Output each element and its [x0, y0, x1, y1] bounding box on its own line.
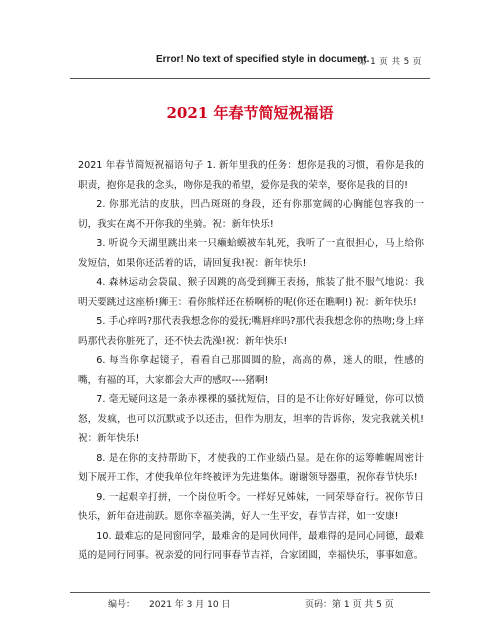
paragraph-10: 10. 最难忘的是同窗同学，最难舍的是同伙同伴，最难得的是同心同德，最难觅的是同行同事。祝亲爱的同行同事春节吉祥，合家团圆，幸福快乐，事事如意。: [78, 530, 424, 561]
header-divider: [70, 78, 430, 79]
paragraph-intro: 2021 年春节简短祝福语句子 1. 新年里我的任务：想你是我的习惯，看你是我的职责，抱你是我的念头，吻你是我的希望，爱你是我的荣幸，娶你是我的目的!: [78, 160, 424, 191]
paragraph-7: 7. 毫无疑问这是一条赤裸裸的骚扰短信，目的是不让你好好睡觉，你可以愤怒，发疯，也可以沉默或予以还击，但作为朋友，坦率的告诉你，发完我就关机!祝：新年快乐!: [78, 394, 424, 444]
header-page-info: 第 1 页 共 5 页: [358, 57, 422, 67]
footer-number: [108, 597, 230, 610]
document-title: 2021 年春节简短祝福语: [166, 104, 334, 122]
page-header: [0, 54, 500, 74]
paragraph-5: 5. 手心痒吗?那代表我想念你的爱抚;嘴唇痒吗?那代表我想念你的热吻;身上痒吗那代表你脏死了，还不快去洗澡!祝：新年快乐!: [78, 316, 424, 347]
document-body: [78, 156, 424, 566]
footer-divider: [70, 592, 430, 593]
paragraph-9: 9. 一起艰辛打拼，一个岗位听令。一样好兄姊妹，一同荣辱奋行。祝你节日快乐，新年奋进前跃。愿你幸福美满，好人一生平安，春节吉祥，如一安康!: [78, 491, 424, 522]
paragraph-8: 8. 是在你的支持帮助下，才使我的工作业绩凸显。是在你的运筹帷幄周密计划下展开工作，才使我单位年终被评为先进集体。谢谢领导器重，祝你春节快乐!: [78, 452, 424, 483]
paragraph-4: 4. 森林运动会袋鼠、猴子因跳的高受到狮王表扬，熊装了批不服气地说：我明天要跳过这座桥!狮王：看你熊样还在桥啊桥的呢(你还在瞧啊!) 祝：新年快乐!: [78, 277, 424, 308]
footer-number-value: 2021 年 3 月 10 日: [149, 600, 231, 610]
paragraph-2: 2. 你那光洁的皮肤，凹凸斑斑的身段，还有你那宽阔的心胸能包容我的一切，我实在离不开你我的坐骑。祝：新年快乐!: [78, 199, 424, 230]
paragraph-3: 3. 听说今天湖里跳出来一只癞蛤蟆被车轧死，我听了一直很担心，马上给你发短信，如果你还活着的话，请回复我!祝：新年快乐!: [78, 238, 424, 269]
page-footer: [0, 597, 500, 613]
footer-number-label: 编号：: [108, 600, 136, 610]
paragraph-6: 6. 每当你拿起镜子，看看自己那圆圆的脸，高高的鼻，迷人的眼，性感的嘴，有福的耳，大家都会大声的感叹----猪啊!: [78, 355, 424, 386]
footer-page-info: 页码：第 1 页 共 5 页: [305, 600, 394, 610]
header-error-text: Error! No text of specified style in document.: [156, 54, 370, 65]
